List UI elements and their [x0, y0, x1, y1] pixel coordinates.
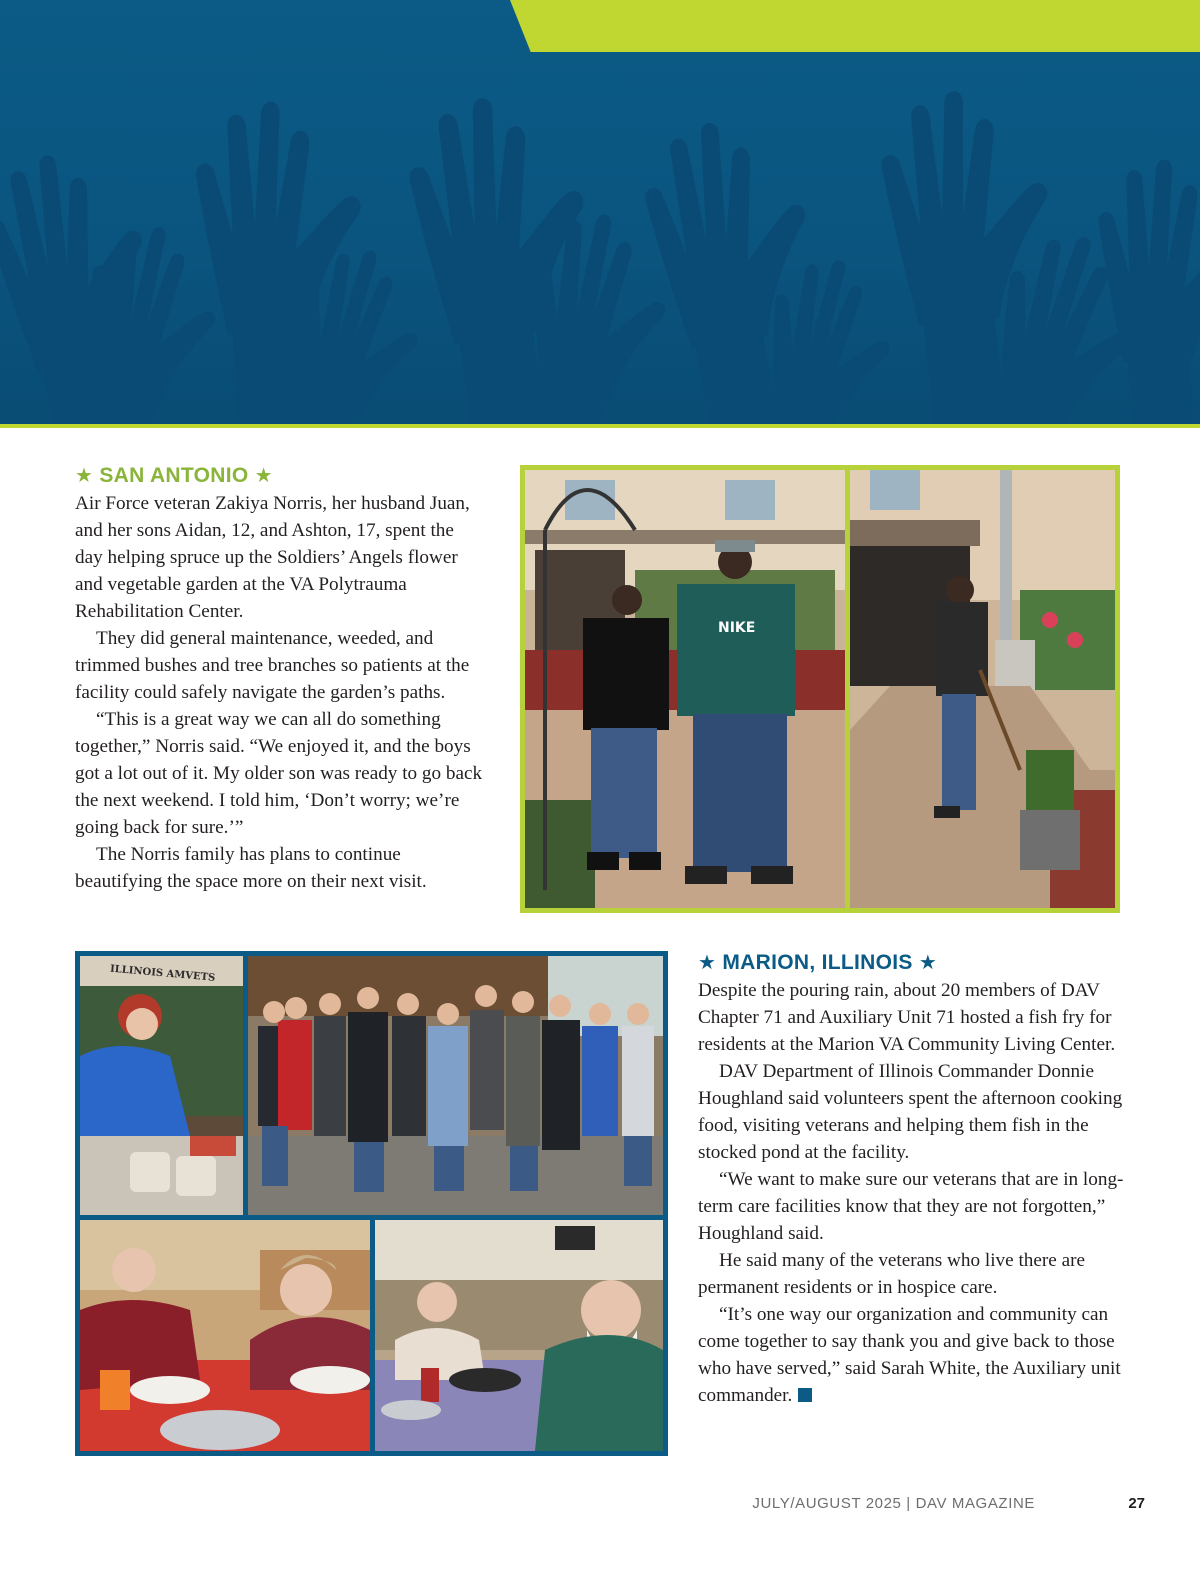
page-footer — [700, 1495, 1145, 1519]
marion-heading: ★ MARION, ILLINOIS ★ — [698, 951, 938, 974]
san-antonio-article — [75, 462, 485, 895]
svg-text:ILLINOIS AMVETS: ILLINOIS AMVETS — [109, 963, 216, 984]
garden-brothers-photo — [525, 470, 845, 908]
paragraph: “It’s one way our organization and community can come together to say thank you and give back to those who have served,” said Sarah White, the Auxiliary unit commander. — [698, 1304, 1121, 1406]
star-icon: ★ — [918, 952, 938, 974]
paragraph: He said many of the veterans who live there are permanent residents or in hospice care. — [698, 1250, 1086, 1298]
page-number: 27 — [1128, 1495, 1145, 1512]
banner-divider — [0, 424, 1200, 428]
marion-article — [698, 949, 1128, 1409]
header-banner — [0, 0, 1200, 424]
paragraph: The Norris family has plans to continue beautifying the space more on their next visit. — [75, 844, 427, 892]
paragraph: “We want to make sure our veterans that are in long-term care facilities know that they are not forgotten,” Houghland said. — [698, 1169, 1124, 1244]
garden-raking-photo — [850, 470, 1115, 908]
star-icon: ★ — [75, 465, 94, 487]
paragraph: They did general maintenance, weeded, and trimmed bushes and tree branches so patients at the facility could safely navigate the garden’s paths. — [75, 628, 470, 703]
residents-dining-photo — [80, 1220, 370, 1451]
paragraph: Despite the pouring rain, about 20 members of DAV Chapter 71 and Auxiliary Unit 71 hosted a fish fry for residents at the Marion VA Community Living Center. — [698, 980, 1116, 1055]
star-icon: ★ — [698, 952, 717, 974]
star-icon: ★ — [254, 465, 273, 487]
end-mark-icon — [798, 1388, 812, 1402]
volunteers-group-photo — [248, 956, 663, 1215]
san-antonio-heading: ★ SAN ANTONIO ★ — [75, 464, 273, 487]
serving-food-photo — [80, 956, 243, 1215]
residents-meal-photo — [375, 1220, 663, 1451]
svg-text:NIKE: NIKE — [718, 620, 756, 636]
paragraph: “This is a great way we can all do something together,” Norris said. “We enjoyed it, and the boys got a lot out of it. My older son was ready to go back the next weekend. I told him, ‘Don’t worry; we’re going back for sure.’” — [75, 709, 483, 838]
footer-issue: JULY/AUGUST 2025 | DAV MAGAZINE — [752, 1495, 1035, 1512]
paragraph: Air Force veteran Zakiya Norris, her husband Juan, and her sons Aidan, 12, and Ashton, 17, spent the day helping spruce up the Soldiers’ Angels flower and vegetable garden at the VA Polytrauma Rehabilitation Center. — [75, 493, 470, 622]
raised-hands-illustration — [0, 40, 1200, 424]
paragraph: DAV Department of Illinois Commander Donnie Houghland said volunteers spent the afternoon cooking food, visiting veterans and helping them fish in the stocked pond at the facility. — [698, 1061, 1123, 1163]
